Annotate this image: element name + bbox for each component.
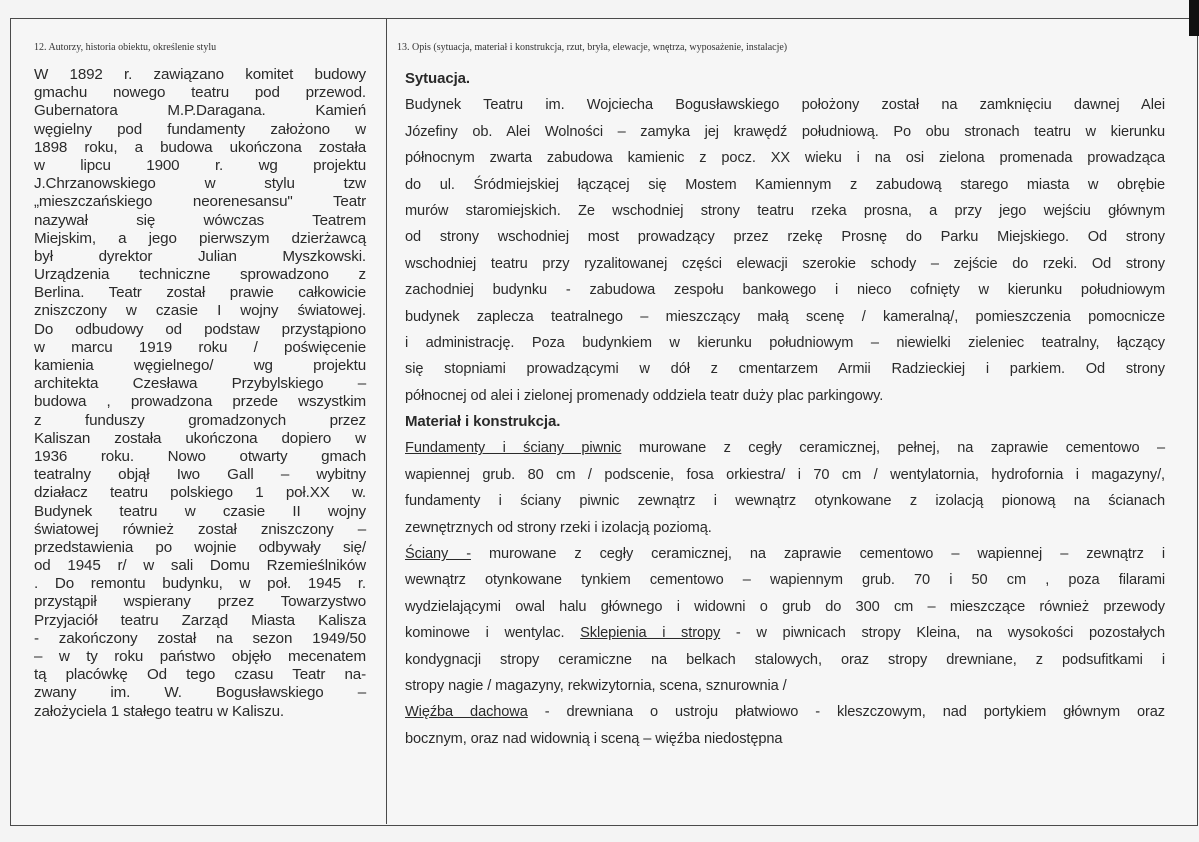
situation-heading: Sytuacja. bbox=[405, 70, 470, 87]
history-line: Gubernatora M.P.Daragana. Kamień bbox=[34, 102, 366, 120]
history-line: działacz teatru polskiego 1 poł.XX w. bbox=[34, 484, 366, 502]
history-line: . Do remontu budynku, w poł. 1945 r. bbox=[34, 575, 366, 593]
section-12-header: 12. Autorzy, historia obiektu, określenie stylu bbox=[34, 42, 217, 53]
history-line: węgielny pod fundamenty założono w bbox=[34, 120, 366, 138]
description-line: zewnętrznych od strony rzeki i izolacją poziomą. bbox=[405, 519, 712, 536]
material-heading: Materiał i konstrukcja. bbox=[405, 413, 561, 431]
ceilings-label: Sklepienia i stropy bbox=[580, 625, 721, 642]
history-line: teatralny objął Iwo Gall – wybitny bbox=[34, 466, 366, 484]
walls-label: Ściany - bbox=[405, 546, 471, 563]
history-line: Do odbudowy od podstaw przystąpiono bbox=[34, 320, 366, 338]
roof-line bbox=[405, 699, 1165, 725]
history-line: architekta Czesława Przybylskiego – bbox=[34, 375, 366, 393]
history-line: zniszczony w czasie I wojny światowej. bbox=[34, 302, 366, 320]
situation-paragraph bbox=[405, 92, 1165, 409]
history-line: – w ty roku państwo objęło mecenatem bbox=[34, 648, 366, 665]
history-line: 1898 roku, a budowa ukończona została bbox=[34, 138, 366, 156]
history-line: w marcu 1919 roku / poświęcenie bbox=[34, 338, 366, 356]
history-line: 1936 roku. Nowo otwarty gmach bbox=[34, 447, 366, 465]
history-line: Urządzenia techniczne sprowadzono z bbox=[34, 266, 366, 284]
description-line: stropy nagie / magazyny, rekwizytornia, scena, sznurownia / bbox=[405, 677, 787, 694]
situation-line: i administrację. Poza budynkiem w kierunku południowym – niewielki zieleniec teatralny, łączący bbox=[405, 334, 1165, 351]
history-line: nazywał się wówczas Teatrem bbox=[34, 211, 366, 229]
history-line: Budynek teatru w czasie II wojny bbox=[34, 502, 366, 520]
history-line: zwany im. W. Bogusławskiego – bbox=[34, 684, 366, 702]
situation-line: się stopniami prowadzącymi w dół z cmentarzem Armii Radzieckiej i parkiem. Od strony bbox=[405, 361, 1165, 378]
walls-text-end: kominowe i wentylac. bbox=[405, 625, 581, 642]
situation-line: Budynek Teatru im. Wojciecha Bogusławskiego położony został na zamknięciu dawnej Alei bbox=[405, 97, 1165, 114]
roof-label: Więźba dachowa bbox=[405, 704, 528, 721]
description-line: fundamenty i ściany piwnic zewnątrz i wewnątrz otynkowane z izolacją pionową na ścianach bbox=[405, 493, 1165, 510]
history-line: - zakończony został na sezon 1949/50 bbox=[34, 629, 366, 647]
situation-line: do ul. Śródmiejskiej łączącej się Mostem Kamiennym z zabudową starego miasta w obrębie bbox=[405, 176, 1165, 193]
history-text-column bbox=[34, 66, 366, 721]
situation-line: północnej od alei i zielonej promenady oddziela teatr duży plac parkingowy. bbox=[405, 387, 884, 404]
history-line: J.Chrzanowskiego w stylu tzw bbox=[34, 175, 366, 193]
history-line: przystąpił wspierany przez Towarzystwo bbox=[34, 593, 366, 611]
situation-line: zachodniej budynku - zabudowa zespołu bankowego i nieco cofnięty w kierunku południowym bbox=[405, 282, 1165, 299]
scan-edge-mark bbox=[1189, 0, 1199, 36]
roof-text: - drewniana o ustroju płatwiowo - kleszczowym, nad portykiem głównym oraz bbox=[527, 704, 1165, 721]
history-line: budowa , prowadzona przede wszystkim bbox=[34, 393, 366, 411]
walls-ceilings-line bbox=[405, 620, 1165, 646]
walls-paragraph bbox=[405, 567, 1165, 620]
history-line: był dyrektor Julian Myszkowski. bbox=[34, 247, 366, 265]
foundations-text: murowane z cegły ceramicznej, pełnej, na zaprawie cementowo – bbox=[621, 440, 1165, 457]
situation-line: murów staromiejskich. Ze wschodniej strony teatru rzeka prosna, a przy jego wejściu głównym bbox=[405, 202, 1165, 219]
history-line: „mieszczańskiego neorenesansu" Teatr bbox=[34, 193, 366, 211]
history-line: W 1892 r. zawiązano komitet budowy bbox=[34, 66, 366, 83]
walls-line bbox=[405, 541, 1165, 567]
situation-line: budynek zaplecza teatralnego – mieszczący małą scenę / kameralną/, pomieszczenia pomocnicze bbox=[405, 308, 1165, 325]
history-line: światowej również został zniszczony – bbox=[34, 520, 366, 538]
situation-line: północnym zwarta zabudowa kamienic z pocz. XX wieku i na osi zielona promenada prowadząca bbox=[405, 150, 1165, 167]
history-line: z funduszy gromadzonych przez bbox=[34, 411, 366, 429]
history-line: tą placówkę Od tego czasu Teatr na- bbox=[34, 666, 366, 684]
history-line: gmachu nowego teatru pod przewod. bbox=[34, 84, 366, 102]
description-line: bocznym, oraz nad widownią i sceną – więźba niedostępna bbox=[405, 730, 783, 747]
history-line: założyciela 1 stałego teatru w Kaliszu. bbox=[34, 702, 284, 720]
description-line: wewnątrz otynkowane tynkiem cementowo – wapiennym grub. 70 i 50 cm , poza filarami bbox=[405, 572, 1165, 589]
foundations-line bbox=[405, 435, 1165, 461]
foundations-paragraph bbox=[405, 462, 1165, 541]
section-13-header: 13. Opis (sytuacja, materiał i konstrukcja, rzut, bryła, elewacje, wnętrza, wyposażenie, instalacje) bbox=[397, 42, 788, 53]
description-line: kondygnacji stropy ceramiczne na belkach stalowych, oraz stropy drewniane, z podsufitkami i bbox=[405, 651, 1165, 668]
history-line: w lipcu 1900 r. wg projektu bbox=[34, 156, 366, 174]
history-line: Miejskim, a jego pierwszym dzierżawcą bbox=[34, 229, 366, 247]
situation-line: od strony wschodniej most prowadzący przez rzekę Prosnę do Parku Miejskiego. Od strony bbox=[405, 229, 1165, 246]
situation-line: wschodniej teatru przy ryzalitowanej części elewacji szerokie schody – zejście do rzeki. Od strony bbox=[405, 255, 1165, 272]
roof-paragraph bbox=[405, 726, 1165, 752]
situation-line: Józefiny ob. Alei Wolności – zamyka jej krawędź południową. Po obu stronach teatru w kierunku bbox=[405, 123, 1165, 140]
history-line: przedstawienia po wojnie odbywały się/ bbox=[34, 538, 366, 556]
history-line: Przyjaciół teatru Zarząd Miasta Kalisza bbox=[34, 611, 366, 629]
ceilings-paragraph bbox=[405, 647, 1165, 700]
history-line: od 1945 r/ w sali Domu Rzemieślników bbox=[34, 557, 366, 575]
walls-text: murowane z cegły ceramicznej, na zaprawie cementowo – wapiennej – zewnątrz i bbox=[470, 546, 1165, 563]
column-divider bbox=[386, 18, 387, 824]
description-line: wapiennej grub. 80 cm / podscenie, fosa orkiestra/ i 70 cm / wentylatornia, hydrofornia i magazyny/, bbox=[405, 466, 1165, 483]
description-text-column bbox=[405, 66, 1165, 752]
description-line: wydzielającymi owal halu głównego i widowni o grub do 300 cm – mieszczące również przewody bbox=[405, 598, 1165, 615]
history-line: Berlina. Teatr został prawie całkowicie bbox=[34, 284, 366, 302]
history-line: Kaliszan została ukończona dopiero w bbox=[34, 429, 366, 447]
history-line: kamienia węgielnego/ wg projektu bbox=[34, 357, 366, 374]
foundations-label: Fundamenty i ściany piwnic bbox=[405, 440, 622, 457]
ceilings-text: - w piwnicach stropy Kleina, na wysokości pozostałych bbox=[720, 625, 1165, 642]
